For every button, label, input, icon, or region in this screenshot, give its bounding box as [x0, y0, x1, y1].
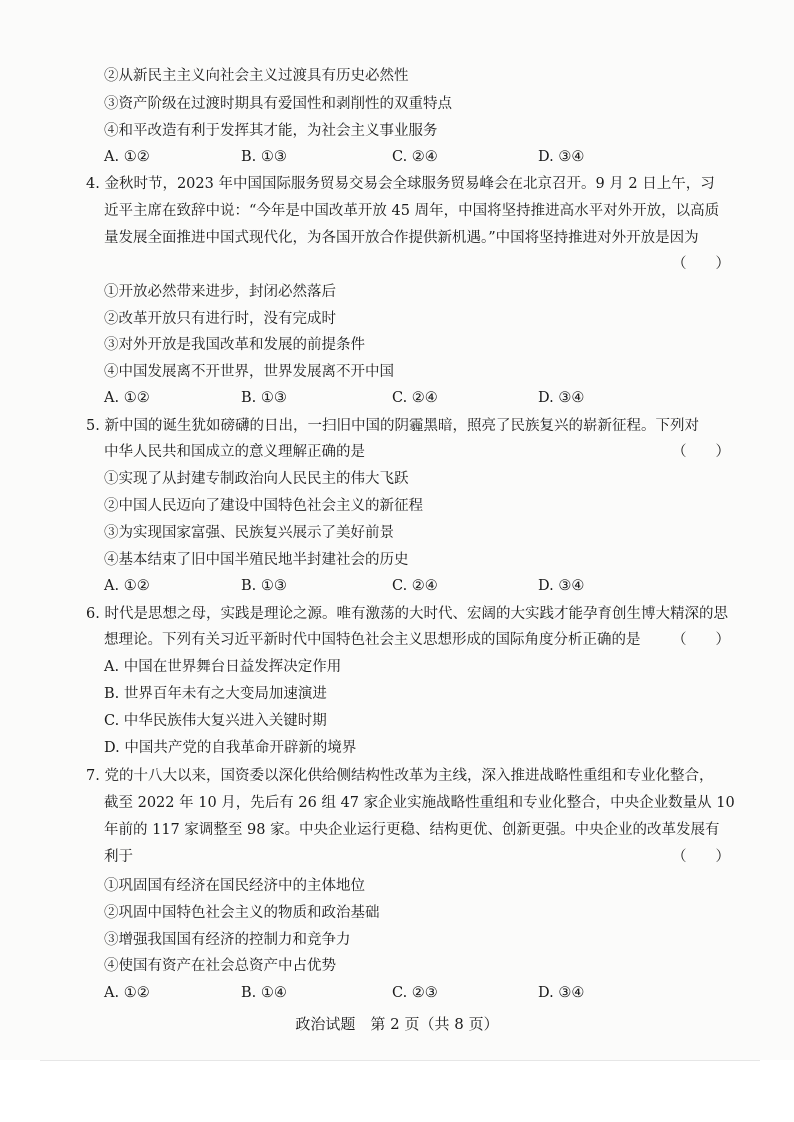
q5-stem-line1: 5. 新中国的诞生犹如磅礴的日出，一扫旧中国的阴霾黑暗，照亮了民族复兴的崭新征程。下列对 [86, 418, 699, 434]
q7-options [104, 983, 794, 1003]
q7-stem-line3: 年前的 117 家调整至 98 家。中央企业运行更稳、结构更优、创新更强。中央企业的改革发展有 [104, 822, 720, 838]
q3-option-b: B. ①③ [241, 149, 287, 165]
q7-stem-line1: 7. 党的十八大以来，国资委以深化供给侧结构性改革为主线，深入推进战略性重组和专业化整合， [86, 768, 714, 784]
q3-option-a: A. ①② [104, 149, 150, 165]
q4-answer-blank: （ ） [672, 256, 730, 272]
q4-option-b: B. ①③ [241, 390, 287, 406]
q5-option-c: C. ②④ [392, 578, 438, 594]
q6-option-a: A. 中国在世界舞台日益发挥决定作用 [104, 659, 342, 675]
q5-stem-line2: 中华人民共和国成立的意义理解正确的是 [104, 444, 365, 460]
q5-statement-1: ①实现了从封建专制政治向人民民主的伟大飞跃 [104, 471, 409, 487]
q4-statement-1: ①开放必然带来进步，封闭必然落后 [104, 284, 336, 300]
q5-option-d: D. ③④ [538, 578, 585, 594]
q7-option-d: D. ③④ [538, 985, 585, 1001]
q4-stem-line3: 量发展全面推进中国式现代化，为各国开放合作提供新机遇。”中国将坚持推进对外开放是因为 [104, 230, 699, 246]
q6-option-c: C. 中华民族伟大复兴进入关键时期 [104, 713, 327, 729]
q7-option-c: C. ②③ [392, 985, 438, 1001]
q3-option-c: C. ②④ [392, 149, 438, 165]
q5-statement-2: ②中国人民迈向了建设中国特色社会主义的新征程 [104, 498, 423, 514]
q5-option-a: A. ①② [104, 578, 150, 594]
q4-option-d: D. ③④ [538, 390, 585, 406]
q4-statement-2: ②改革开放只有进行时，没有完成时 [104, 311, 336, 327]
q3-option-d: D. ③④ [538, 149, 585, 165]
q4-stem-line2: 近平主席在致辞中说：“今年是中国改革开放 45 周年，中国将坚持推进高水平对外开放，以高质 [104, 203, 720, 219]
q3-options [104, 147, 794, 167]
q6-option-d: D. 中国共产党的自我革命开辟新的境界 [104, 740, 357, 756]
q6-stem-line1: 6. 时代是思想之母，实践是理论之源。唯有激荡的大时代、宏阔的大实践才能孕育创生博大精深的思 [86, 606, 728, 622]
q3-statement-2: ②从新民主主义向社会主义过渡具有历史必然性 [104, 68, 409, 84]
q6-option-b: B. 世界百年未有之大变局加速演进 [104, 686, 327, 702]
q4-statement-4: ④中国发展离不开世界，世界发展离不开中国 [104, 364, 394, 380]
q4-option-c: C. ②④ [392, 390, 438, 406]
q7-option-b: B. ①④ [241, 985, 287, 1001]
q7-answer-blank: （ ） [672, 849, 730, 865]
q3-statement-3: ③资产阶级在过渡时期具有爱国性和剥削性的双重特点 [104, 96, 452, 112]
q5-options [104, 576, 794, 596]
q4-option-a: A. ①② [104, 390, 150, 406]
q6-answer-blank: （ ） [672, 632, 730, 648]
q3-statement-4: ④和平改造有利于发挥其才能，为社会主义事业服务 [104, 123, 438, 139]
q5-statement-4: ④基本结束了旧中国半殖民地半封建社会的历史 [104, 552, 409, 568]
q7-statement-2: ②巩固中国特色社会主义的物质和政治基础 [104, 905, 380, 921]
q7-stem-line4: 利于 [104, 849, 133, 865]
q5-answer-blank: （ ） [672, 444, 730, 460]
q4-statement-3: ③对外开放是我国改革和发展的前提条件 [104, 337, 365, 353]
page-footer: 政治试题 第 2 页（共 8 页） [295, 1015, 499, 1033]
q5-statement-3: ③为实现国家富强、民族复兴展示了美好前景 [104, 525, 394, 541]
q6-stem-line2: 想理论。下列有关习近平新时代中国特色社会主义思想形成的国际角度分析正确的是 [104, 632, 641, 648]
q4-stem-line1: 4. 金秋时节，2023 年中国国际服务贸易交易会全球服务贸易峰会在北京召开。9 月 2 日上午，习 [86, 176, 715, 192]
q7-statement-4: ④使国有资产在社会总资产中占优势 [104, 958, 336, 974]
q7-statement-1: ①巩固国有经济在国民经济中的主体地位 [104, 878, 365, 894]
q7-stem-line2: 截至 2022 年 10 月，先后有 26 组 47 家企业实施战略性重组和专业化整合，中央企业数量从 10 [104, 795, 735, 811]
page-bottom-rule [40, 1060, 760, 1061]
q5-option-b: B. ①③ [241, 578, 287, 594]
q4-options [104, 388, 794, 408]
q7-option-a: A. ①② [104, 985, 150, 1001]
q7-statement-3: ③增强我国国有经济的控制力和竞争力 [104, 932, 351, 948]
